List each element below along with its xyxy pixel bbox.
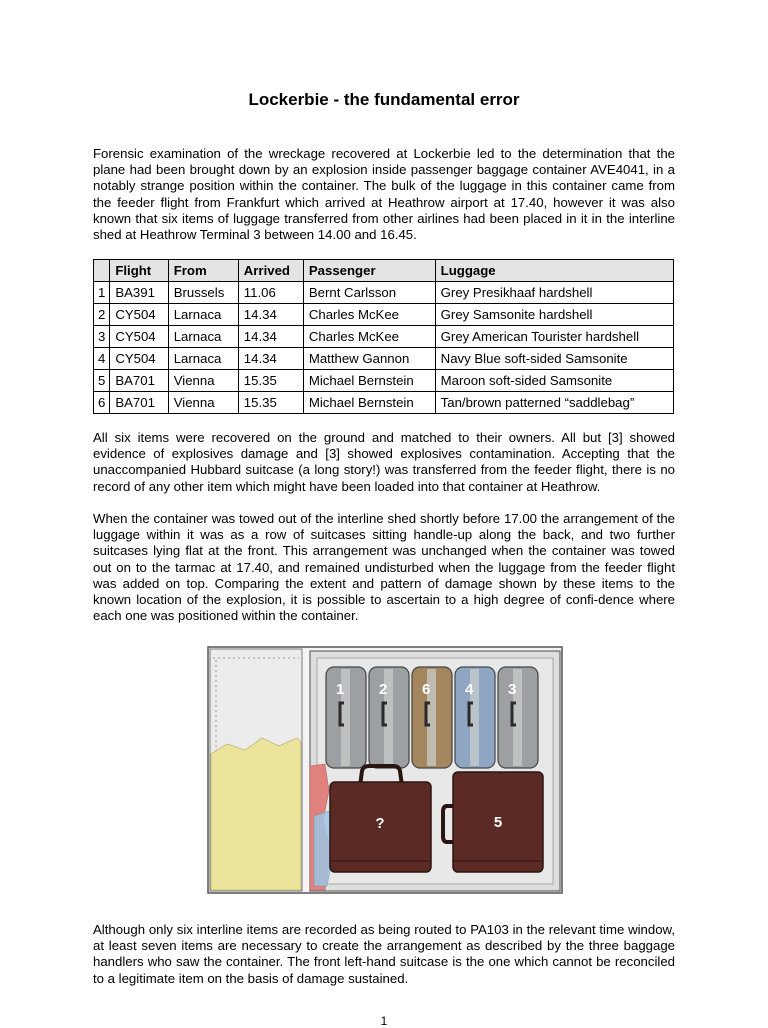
table-cell: Navy Blue soft-sided Samsonite xyxy=(435,348,673,370)
table-cell: Larnaca xyxy=(168,326,238,348)
front-left-label: ? xyxy=(375,815,385,832)
table-cell: CY504 xyxy=(110,326,168,348)
table-cell: 14.34 xyxy=(238,326,303,348)
table-cell: 6 xyxy=(94,392,110,414)
table-row xyxy=(94,348,674,370)
arrangement-paragraph: When the container was towed out of the interline shed shortly before 17.00 the arrangement of the luggage within it was as a row of suitcases sitting handle-up along the back, and two further suitcases lying flat at the front. This arrangement was unchanged when the container was towed out on to the tarmac at 17.40, and remained undisturbed when the luggage from the feeder flight was added on top. Comparing the extent and pattern of damage shown by these items to the known location of the explosion, it is possible to ascertain to a high degree of confi-dence where each one was positioned within the container. xyxy=(93,511,675,624)
suitcase-number-label: 4 xyxy=(465,681,474,698)
table-cell: Grey Presikhaaf hardshell xyxy=(435,282,673,304)
table-cell: Larnaca xyxy=(168,304,238,326)
upright-suitcase xyxy=(455,667,495,768)
table-cell: BA391 xyxy=(110,282,168,304)
table-cell: Grey Samsonite hardshell xyxy=(435,304,673,326)
table-cell: 15.35 xyxy=(238,370,303,392)
table-cell: Vienna xyxy=(168,392,238,414)
conclusion-paragraph: Although only six interline items are recorded as being routed to PA103 in the relevant time window, at least seven items are necessary to create the arrangement as described by the three baggage handlers who saw the container. The front left-hand suitcase is the one which cannot be reconciled to a legitimate item on the basis of damage sustained. xyxy=(93,922,675,986)
table-header-cell: Luggage xyxy=(435,260,673,282)
table-header-cell: Passenger xyxy=(303,260,435,282)
table-cell: Brussels xyxy=(168,282,238,304)
table-header-cell: From xyxy=(168,260,238,282)
table-cell: Maroon soft-sided Samsonite xyxy=(435,370,673,392)
table-cell: Bernt Carlsson xyxy=(303,282,435,304)
table-row xyxy=(94,304,674,326)
table-cell: Vienna xyxy=(168,370,238,392)
table-cell: Grey American Tourister hardshell xyxy=(435,326,673,348)
table-cell: 1 xyxy=(94,282,110,304)
table-header-cell xyxy=(94,260,110,282)
table-cell: Matthew Gannon xyxy=(303,348,435,370)
table-cell: 11.06 xyxy=(238,282,303,304)
table-cell: Michael Bernstein xyxy=(303,392,435,414)
table-cell: 14.34 xyxy=(238,348,303,370)
table-header-row xyxy=(94,260,674,282)
table-cell: CY504 xyxy=(110,348,168,370)
table-cell: BA701 xyxy=(110,370,168,392)
table-header-cell: Flight xyxy=(110,260,168,282)
table-header-cell: Arrived xyxy=(238,260,303,282)
table-cell: Michael Bernstein xyxy=(303,370,435,392)
front-right-suitcase xyxy=(443,772,543,872)
suitcase-number-label: 6 xyxy=(422,681,431,698)
front-left-suitcase xyxy=(330,766,431,872)
table-cell: 2 xyxy=(94,304,110,326)
intro-paragraph: Forensic examination of the wreckage recovered at Lockerbie led to the determination that the plane had been brought down by an explosion inside passenger baggage container AVE4041, in a notably strange position within the container. The bulk of the luggage in this container came from the feeder flight from Frankfurt which arrived at Heathrow airport at 17.40, however it was also known that six items of luggage transferred from other airlines had been placed in it in the interline shed at Heathrow Terminal 3 between 14.00 and 16.45. xyxy=(93,146,675,243)
page-title: Lockerbie - the fundamental error xyxy=(248,90,520,109)
table-cell: BA701 xyxy=(110,392,168,414)
front-right-label: 5 xyxy=(493,814,503,831)
suitcase-number-label: 1 xyxy=(336,681,345,698)
upright-suitcase xyxy=(498,667,538,768)
upright-suitcase-row xyxy=(326,667,538,768)
page-number: 1 xyxy=(380,1014,388,1028)
table-cell: Charles McKee xyxy=(303,326,435,348)
suitcase-number-label: 2 xyxy=(379,681,388,698)
container-diagram xyxy=(207,646,563,894)
table-cell: Tan/brown patterned “saddlebag” xyxy=(435,392,673,414)
table-row xyxy=(94,370,674,392)
table-row xyxy=(94,326,674,348)
table-cell: 4 xyxy=(94,348,110,370)
interline-luggage-table xyxy=(93,259,674,414)
table-cell: 14.34 xyxy=(238,304,303,326)
table-cell: CY504 xyxy=(110,304,168,326)
table-cell: Charles McKee xyxy=(303,304,435,326)
upright-suitcase xyxy=(412,667,452,768)
suitcase-number-label: 3 xyxy=(508,681,517,698)
debris-on-door xyxy=(211,738,301,890)
table-cell: Larnaca xyxy=(168,348,238,370)
upright-suitcase xyxy=(326,667,366,768)
table-cell: 15.35 xyxy=(238,392,303,414)
recovery-paragraph: All six items were recovered on the ground and matched to their owners. All but [3] showed evidence of explosives damage and [3] showed explosives contamination. Accepting that the unaccompanied Hubbard suitcase (a long story!) was transferred from the feeder flight, there is no record of any other item which might have been loaded into that container at Heathrow. xyxy=(93,430,675,494)
table-cell: 3 xyxy=(94,326,110,348)
upright-suitcase xyxy=(369,667,409,768)
table-row xyxy=(94,282,674,304)
table-body xyxy=(94,282,674,414)
table-row xyxy=(94,392,674,414)
table-cell: 5 xyxy=(94,370,110,392)
